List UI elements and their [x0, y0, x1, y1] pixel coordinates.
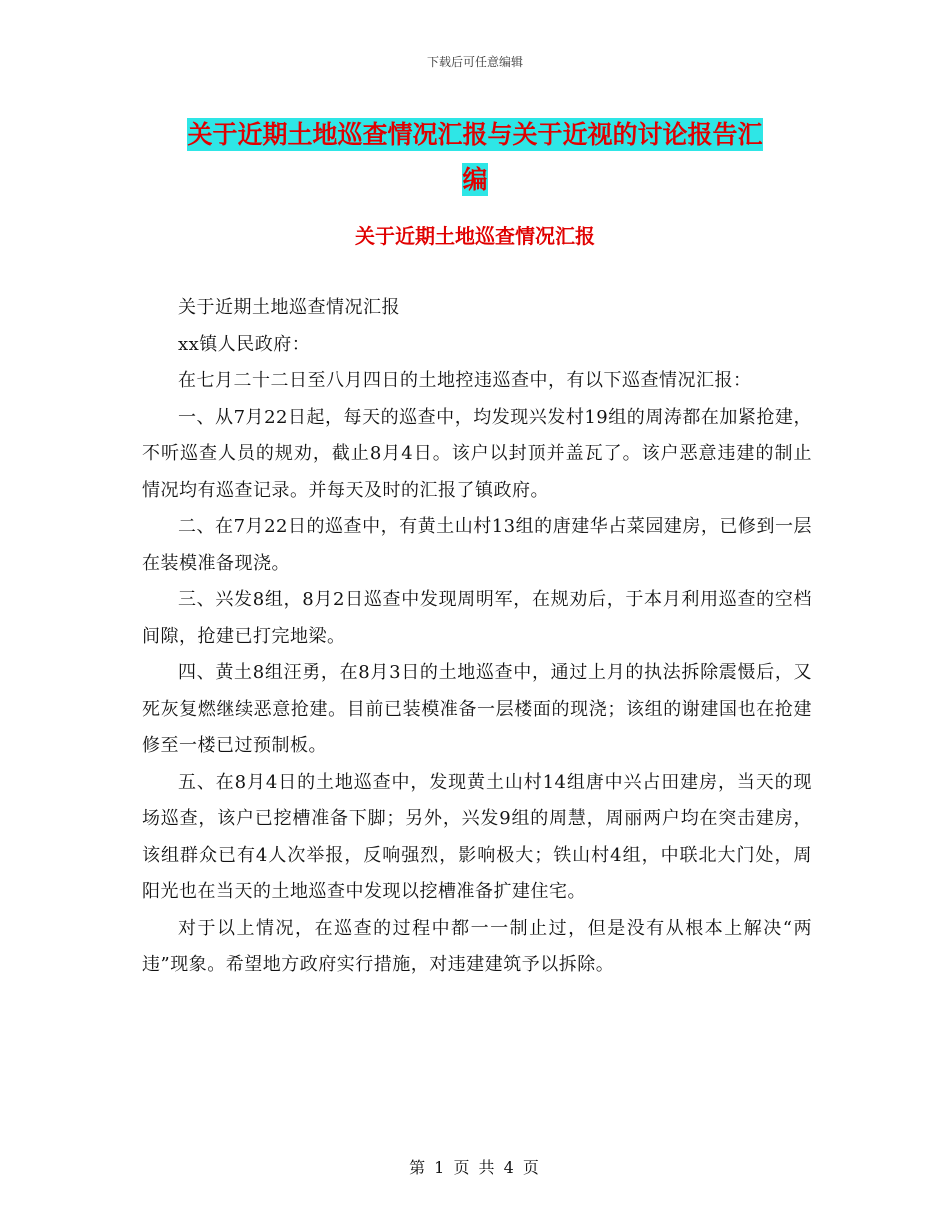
paragraph: 三、兴发8组，8月2日巡查中发现周明军，在规劝后，于本月利用巡查的空档间隙，抢建已打完地梁。 — [142, 589, 812, 647]
paragraph: xx镇人民政府： — [178, 333, 311, 355]
document-title-line1: 关于近期土地巡查情况汇报与关于近视的讨论报告汇 — [187, 120, 763, 149]
paragraph: 二、在7月22日的巡查中，有黄土山村13组的唐建华占菜园建房，已修到一层在装模准备现浇。 — [142, 516, 812, 574]
document-title — [140, 112, 810, 202]
paragraph: 对于以上情况，在巡查的过程中都一一制止过，但是没有从根本上解决“两违”现象。希望地方政府实行措施，对违建建筑予以拆除。 — [142, 917, 812, 975]
document-title-line2: 编 — [462, 165, 488, 194]
paragraph: 四、黄土8组汪勇，在8月3日的土地巡查中，通过上月的执法拆除震慑后，又死灰复燃继续恶意抢建。目前已装模准备一层楼面的现浇；该组的谢建国也在抢建修至一楼已过预制板。 — [142, 662, 812, 756]
paragraph: 关于近期土地巡查情况汇报 — [178, 297, 400, 318]
section-title: 关于近期土地巡查情况汇报 — [355, 224, 595, 248]
page-footer: 第 1 页 共 4 页 — [409, 1158, 541, 1177]
paragraph: 一、从7月22日起，每天的巡查中，均发现兴发村19组的周涛都在加紧抢建，不听巡查人员的规劝，截止8月4日。该户以封顶并盖瓦了。该户恶意违建的制止情况均有巡查记录。并每天及时的汇报了镇政府。 — [142, 406, 812, 501]
header-note: 下载后可任意编辑 — [426, 55, 523, 69]
paragraph: 五、在8月4日的土地巡查中，发现黄土山村14组唐中兴占田建房，当天的现场巡查，该户已挖槽准备下脚；另外，兴发9组的周慧，周丽两户均在突击建房，该组群众已有4人次举报，反响强烈，影响极大；铁山村4组，中联北大门处，周阳光也在当天的土地巡查中发现以挖槽准备扩建住宅。 — [142, 771, 812, 902]
body-text — [142, 290, 812, 984]
paragraph: 在七月二十二日至八月四日的土地控违巡查中，有以下巡查情况汇报： — [178, 370, 752, 391]
